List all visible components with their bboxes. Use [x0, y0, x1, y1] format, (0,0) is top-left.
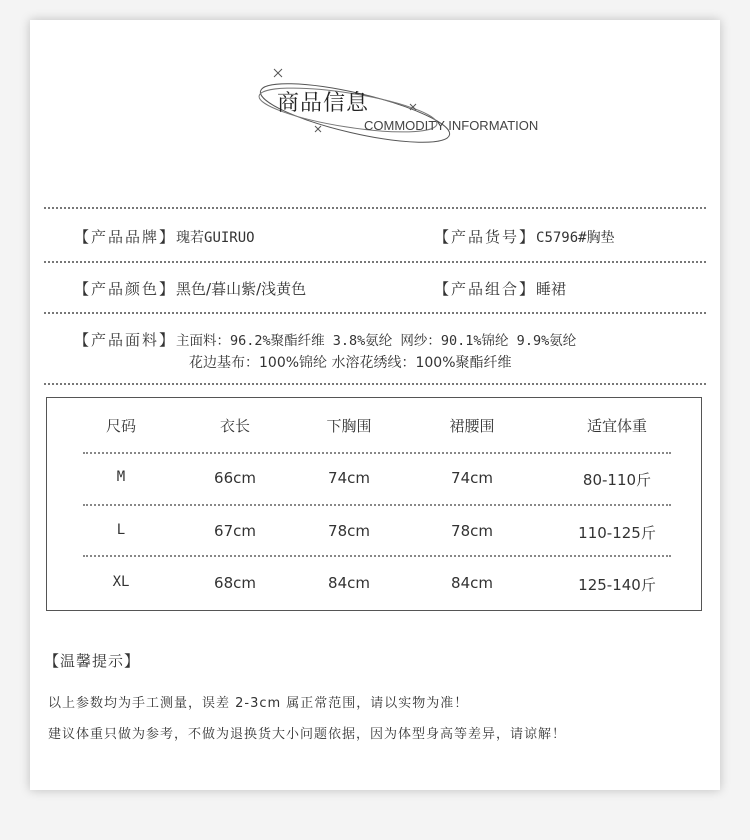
product-info-card: [30, 20, 720, 790]
table-cell: 110-125斤: [578, 524, 656, 542]
color-value: 黑色/暮山紫/浅黄色: [176, 280, 307, 298]
code-value: C5796#胸垫: [536, 230, 615, 246]
divider: [44, 383, 706, 385]
divider: [44, 312, 706, 314]
table-row: [47, 469, 703, 489]
divider: [83, 452, 671, 454]
divider: [44, 261, 706, 263]
code-row: [434, 226, 615, 247]
column-header: 衣长: [219, 417, 251, 435]
divider: [83, 555, 671, 557]
fabric-value-line2: 花边基布：100%锦纶 水溶花绣线：100%聚酯纤维: [189, 355, 512, 371]
color-label: 【产品颜色】: [74, 280, 177, 298]
fabric-label: 【产品面料】: [74, 331, 177, 349]
table-cell: XL: [112, 574, 130, 590]
orbit-decoration: [30, 20, 720, 200]
table-cell: 67cm: [214, 522, 256, 540]
column-header: 尺码: [105, 417, 137, 435]
brand-value: 瑰若GUIRUO: [176, 230, 255, 246]
combo-value: 睡裙: [536, 280, 567, 298]
table-cell: 80-110斤: [582, 471, 652, 489]
table-header-row: [47, 415, 703, 435]
color-row: [74, 278, 306, 299]
code-label: 【产品货号】: [434, 228, 537, 246]
table-cell: 78cm: [328, 522, 370, 540]
table-cell: M: [116, 469, 126, 485]
size-table: [46, 397, 702, 611]
combo-label: 【产品组合】: [434, 280, 537, 298]
table-cell: 74cm: [328, 469, 370, 487]
table-cell: 125-140斤: [578, 576, 656, 594]
fabric-value-line1: 主面料：96.2%聚酯纤维 3.8%氨纶 网纱：90.1%锦纶 9.9%氨纶: [176, 333, 577, 349]
column-header: 裙腰围: [449, 417, 495, 435]
page-subtitle: COMMODITY INFORMATION: [364, 118, 539, 133]
table-cell: L: [116, 522, 126, 538]
divider: [44, 207, 706, 209]
star-icon: [315, 126, 321, 132]
divider: [83, 504, 671, 506]
tips-title: 【温馨提示】: [44, 652, 141, 670]
tips-line: 以上参数均为手工测量，误差 2-3cm 属正常范围，请以实物为准！: [48, 696, 469, 711]
table-row: [47, 574, 703, 594]
table-cell: 84cm: [328, 574, 370, 592]
column-header: 适宜体重: [586, 417, 648, 435]
table-cell: 68cm: [214, 574, 256, 592]
brand-row: [74, 226, 255, 247]
table-cell: 78cm: [451, 522, 493, 540]
combo-row: [434, 278, 566, 299]
section-header: [30, 20, 720, 200]
column-header: 下胸围: [326, 417, 372, 435]
page-title: 商品信息: [277, 91, 370, 116]
brand-label: 【产品品牌】: [74, 228, 177, 246]
table-cell: 84cm: [451, 574, 493, 592]
fabric-row: [74, 329, 576, 350]
table-row: [47, 522, 703, 542]
table-cell: 66cm: [214, 469, 256, 487]
star-icon: [274, 69, 282, 77]
tips-line: 建议体重只做为参考，不做为退换货大小问题依据，因为体型身高等差异，请谅解！: [48, 727, 567, 742]
table-cell: 74cm: [451, 469, 493, 487]
